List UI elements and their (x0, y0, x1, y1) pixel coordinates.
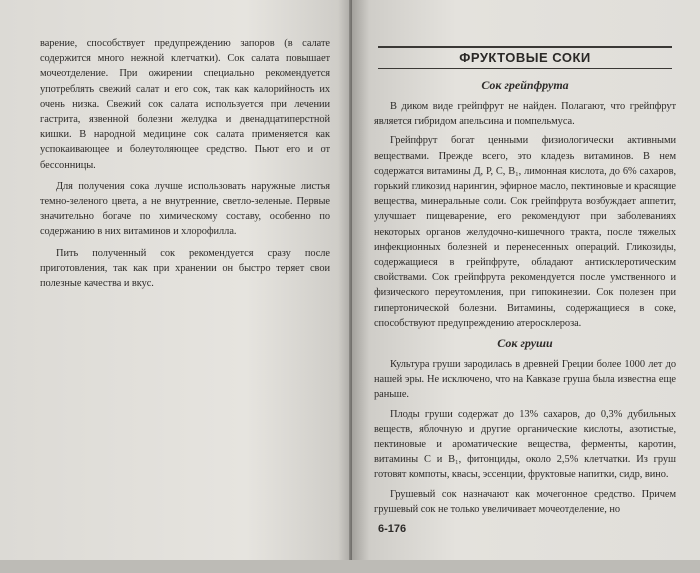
section-title-pear: Сок груши (497, 336, 553, 351)
grapefruit-paragraph-1: В диком виде грейпфрут не найден. Полагают, что грейпфрут является гибридом апельсина и помпельмуса. (374, 101, 676, 128)
right-page (352, 0, 700, 573)
grapefruit-paragraph-2: Грейпфрут богат ценными физиологически активными веществами. Прежде всего, это кладезь витаминов. В нем содержатся витамины Д, Р, С, В₁, лимонная кислота, до 6% сахаров, горький гликозид нарингин, эфирное масло, пектиновые и красящие вещества, минеральные соли. Сок грейпфрута возбуждает аппетит, улучшает пищеварение, его рекомендуют при заболеваниях некоторых органов желудочно-кишечного тракта, после тяжелых инфекционных болезней и перенесенных операций. Гликозиды, содержащиеся в грейпфруте, обладают антисклеротическим свойствами. Сок грейпфрута рекомендуется после умственного и физического переутомления, при гипокинезии. Сок полезен при гипертонической болезни. Витамины, содержащиеся в соке, способствуют предупреждению атеросклероза. (374, 135, 676, 329)
pear-paragraph-2: Плоды груши содержат до 13% сахаров, до 0,3% дубильных веществ, яблочную и другие органические кислоты, азотистые, пектиновые и ароматические вещества, ферменты, каротин, витамины С и В₁, фитонциды, около 2,5% клетчатки. Из груш готовят компоты, квасы, эссенции, фруктовые напитки, сидр, вино. (374, 408, 676, 481)
page-number: 6-176 (378, 523, 407, 535)
table-surface (0, 560, 700, 573)
chapter-title: ФРУКТОВЫЕ СОКИ (378, 46, 672, 69)
left-paragraph-1: варение, способствует предупреждению запоров (в салате содержится много нежной клетчатки). Сок салата повышает мочеотделение. При ожирении специально рекомендуется употреблять свежий салат и его сок, так как калорийность их очень низка. Свежий сок салата используется при лечении гастрита, язвенной болезни желудка и двенадцатиперстной кишки. В народной медицине сок салата применяется как успокаивающее и болеутоляющее средство. Пьют его и от бессонницы. (40, 38, 330, 171)
left-paragraph-3: Пить полученный сок рекомендуется сразу после приготовления, так как при хранении он быстро теряет свои полезные качества и вкус. (40, 247, 330, 290)
pear-paragraph-3: Грушевый сок назначают как мочегонное средство. Причем грушевый сок не только увеличивает мочеотделение, но (374, 488, 676, 515)
pear-paragraph-1: Культура груши зародилась в древней Греции более 1000 лет до нашей эры. Не исключено, что на Кавказе груша была известна еще раньше. (374, 359, 676, 401)
left-paragraph-2: Для получения сока лучше использовать наружные листья темно-зеленого цвета, а не внутренние, светло-зеленые. Первые значительно богаче по химическому составу, особенно по содержанию в них витаминов и хлорофилла. (40, 180, 330, 238)
section-title-grapefruit: Сок грейпфрута (481, 78, 569, 92)
